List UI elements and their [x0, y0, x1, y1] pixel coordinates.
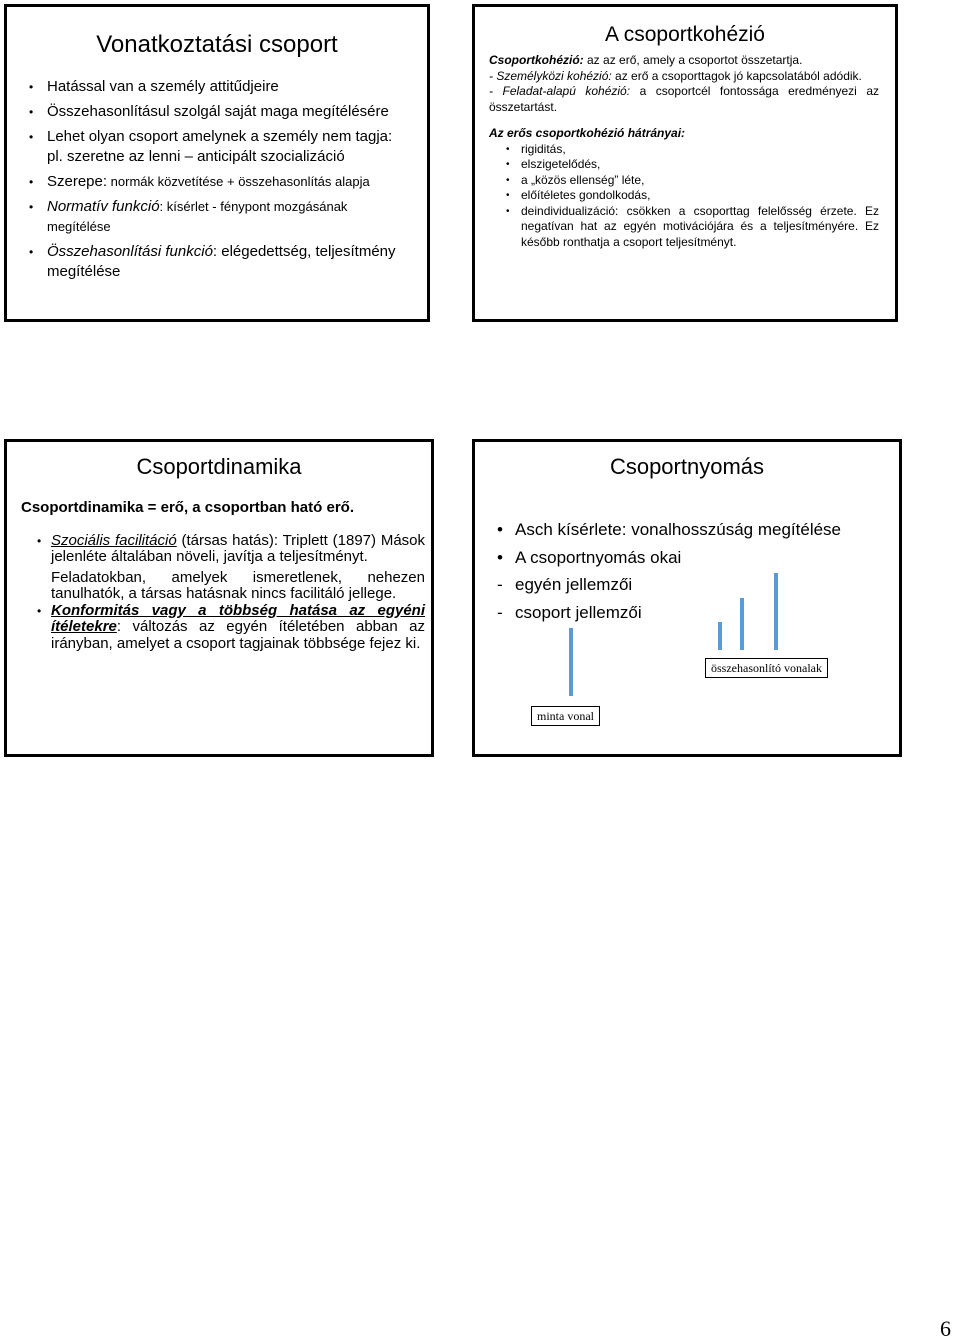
slide-csoportkohezio	[472, 4, 898, 322]
list-item: • Szerepe: normák közvetítése + összehasonlítás alapja	[47, 172, 409, 192]
slide-title: A csoportkohézió	[605, 23, 765, 46]
slide-csoportnyomas	[472, 439, 902, 757]
definition-interpersonal: - Személyközi kohézió: az erő a csoporttagok jó kapcsolatából adódik.	[489, 68, 862, 83]
slide-vonatkoztatasi-csoport	[4, 4, 430, 322]
list-item: • rigiditás,	[521, 142, 879, 158]
page-number: 6	[940, 1316, 951, 1341]
list-item: • Lehet olyan csoport amelynek a személy nem tagja: pl. szeretne az lenni – anticipált szocializáció	[47, 127, 409, 167]
list-item: • Szociális facilitáció (társas hatás): Triplett (1897) Mások jelenléte általában növeli, javítja a teljesítményt. Feladatokban, amelyek ismeretlenek, nehezen tanulhatók, a társas hatásnak nincs facilitáló jellege.	[37, 533, 425, 603]
comparison-lines-label: összehasonlító vonalak	[705, 658, 828, 678]
list-item: • deindividualizáció: csökken a csoporttag felelősség érzete. Ez negatívan hat az egyén motivációjára és a teljesítményére. Ez később ronthatja a csoport teljesítményt.	[521, 204, 879, 251]
slide-title: Vonatkoztatási csoport	[96, 31, 338, 58]
definition: Csoportdinamika = erő, a csoportban ható erő.	[21, 499, 354, 516]
sample-line-label: minta vonal	[531, 706, 600, 726]
definition: Csoportkohézió: az az erő, amely a csoportot összetartja.	[489, 53, 803, 67]
list-item: • Összehasonlítási funkció: elégedettség, teljesítmény megítélése	[47, 242, 409, 282]
comparison-line-3	[774, 573, 778, 650]
list-item: • előítéletes gondolkodás,	[521, 188, 879, 204]
list-item: • Hatással van a személy attitűdjeire	[47, 77, 409, 97]
list-item: • Konformitás vagy a többség hatása az egyéni ítéletekre: változás az egyén ítéletében abban az irányban, amelyet a csoport tagjainak többsége fejez ki.	[37, 603, 425, 653]
bullet-list	[497, 516, 899, 626]
list-item: • a „közös ellenség” léte,	[521, 173, 879, 189]
slide-body	[21, 500, 425, 652]
comparison-line-2	[740, 598, 744, 650]
list-item: • A csoportnyomás okai	[497, 547, 682, 567]
bullet-list	[47, 77, 409, 282]
disadvantages-title: Az erős csoportkohézió hátrányai:	[489, 126, 686, 140]
list-item: • Asch kísérlete: vonalhosszúság megítélése	[497, 520, 842, 539]
slide-title: Csoportnyomás	[609, 454, 765, 479]
list-item: - csoport jellemzői	[497, 602, 642, 622]
definition-task: - Feladat-alapú kohézió: a csoportcél fontossága eredményezi az összetartást.	[489, 84, 880, 114]
list-item: • elszigetelődés,	[521, 157, 879, 173]
sample-line	[569, 628, 573, 696]
slide-title: Csoportdinamika	[136, 454, 302, 479]
list-item: • Összehasonlításul szolgál saját maga megítélésére	[47, 102, 409, 122]
slide-body	[489, 53, 879, 250]
list-item: - egyén jellemzői	[497, 575, 633, 594]
bullet-list	[37, 533, 425, 653]
slide-csoportdinamika	[4, 439, 434, 757]
disadvantages-list	[521, 142, 879, 251]
comparison-line-1	[718, 622, 722, 650]
list-item: • Normatív funkció: kísérlet - fénypont mozgásának megítélése	[47, 197, 409, 237]
